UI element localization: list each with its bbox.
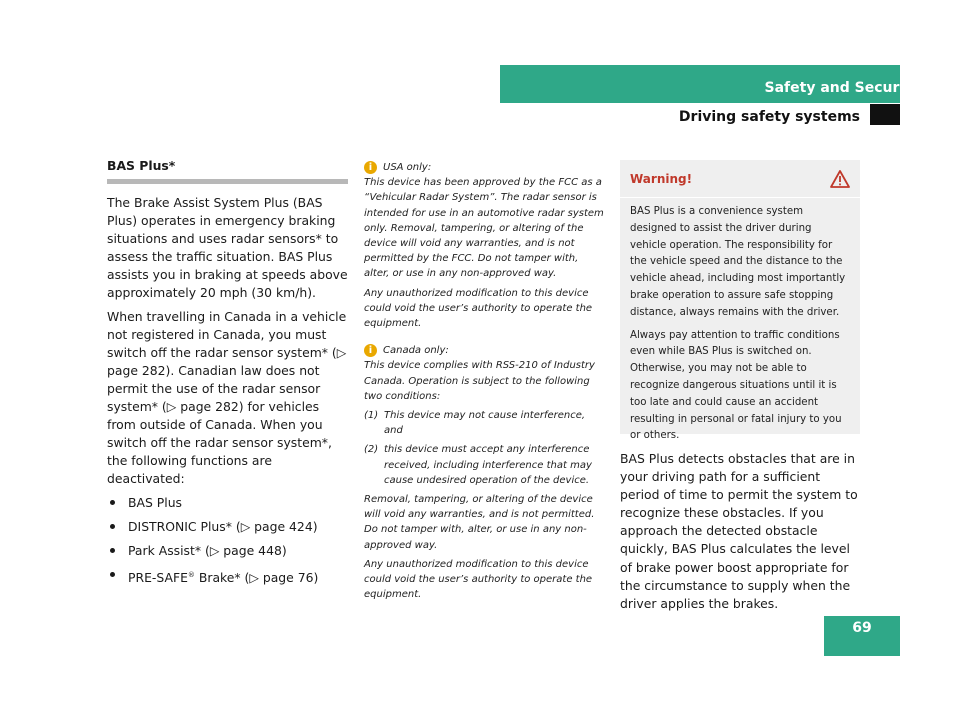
- usa-note-modification: Any unauthorized modification to this device could void the user’s authority to operate the equipment.: [364, 287, 593, 330]
- warning-label: Warning!: [630, 171, 693, 186]
- column-bas-plus: [107, 157, 348, 593]
- canada-paragraph: When travelling in Canada in a vehicle not registered in Canada, you must switch off the radar sensor system* (▷ page 282). Canadian law does not permit the use of the radar sensor system* (▷ page 282) for vehicles from outside of Canada. When you switch off the radar sensor system*, the following functions are deactivated:: [107, 309, 347, 486]
- column-detection: [620, 450, 860, 613]
- warning-triangle-icon: [830, 170, 850, 188]
- warning-header: [620, 160, 860, 198]
- conditions-list: [364, 408, 606, 488]
- canada-note-modification: Any unauthorized modification to this device could void the user’s authority to operate the equipment.: [364, 558, 593, 601]
- section-title: Safety and Security: [764, 80, 920, 96]
- bullet-icon: [110, 524, 115, 529]
- subsection-title: Driving safety systems: [678, 109, 860, 125]
- header-marker: [870, 104, 900, 125]
- detection-paragraph: BAS Plus detects obstacles that are in your driving path for a sufficient period of time to permit the system to recognize these obstacles. If you approach the detected obstacle quickly, BAS Plus calculates the level of brake power boost appropriate for the circumstance to supply when the driver applies the brakes.: [620, 451, 858, 611]
- list-item: BAS Plus: [107, 494, 348, 512]
- bullet-icon: [110, 500, 115, 505]
- column-notes: [364, 160, 606, 606]
- list-item: (2) this device must accept any interference received, including interference that may cause undesired operation of the device.: [364, 444, 592, 486]
- info-icon: i: [364, 161, 377, 174]
- page-number: 69: [852, 620, 872, 636]
- canada-note-removal: Removal, tampering, or altering of the device will void any warranties, and is not permitted. Do not tamper with, alter, or use in any non-approved way.: [364, 494, 595, 551]
- warning-paragraph: Always pay attention to traffic conditions even while BAS Plus is switched on. Otherwise, you may not be able to recognize dangerous situations until it is too late and could cause an accident resulting in personal or fatal injury to you or others.: [630, 329, 842, 442]
- info-icon: i: [364, 344, 377, 357]
- bullet-icon: [110, 572, 115, 577]
- canada-note-header: [364, 343, 606, 358]
- usa-note-title: USA only:: [383, 162, 432, 173]
- canada-note-title: Canada only:: [383, 345, 449, 357]
- canada-note-text: This device complies with RSS-210 of Industry Canada. Operation is subject to the following two conditions:: [364, 360, 595, 402]
- usa-note-header: [364, 160, 606, 175]
- intro-paragraph: The Brake Assist System Plus (BAS Plus) operates in emergency braking situations and uses radar sensors* to assess the traffic situation. BAS Plus assists you in braking at speeds above approximately 20 mph (30 km/h).: [107, 195, 348, 300]
- usa-note-text: This device has been approved by the FCC as a “Vehicular Radar System”. The radar sensor is intended for use in an automotive radar system only. Removal, tampering, or altering of the device will void any warranties, and is not permitted by the FCC. Do not tamper with, alter, or use in any non-approved way.: [364, 177, 604, 280]
- list-item: (1) This device may not cause interference, and: [364, 410, 586, 437]
- list-item: Park Assist* (▷ page 448): [107, 542, 348, 560]
- deactivated-functions-list: [107, 494, 348, 587]
- warning-box: [620, 160, 860, 442]
- bullet-icon: [110, 548, 115, 553]
- section-heading: BAS Plus*: [107, 157, 348, 184]
- warning-paragraph: BAS Plus is a convenience system designed to assist the driver during vehicle operation. The responsibility for the vehicle speed and the distance to the vehicle ahead, including most importantly brake operation to assure safe stopping distance, always remains with the driver.: [630, 206, 846, 318]
- list-item: PRE-SAFE® Brake* (▷ page 76): [107, 566, 348, 587]
- list-item: DISTRONIC Plus* (▷ page 424): [107, 518, 348, 536]
